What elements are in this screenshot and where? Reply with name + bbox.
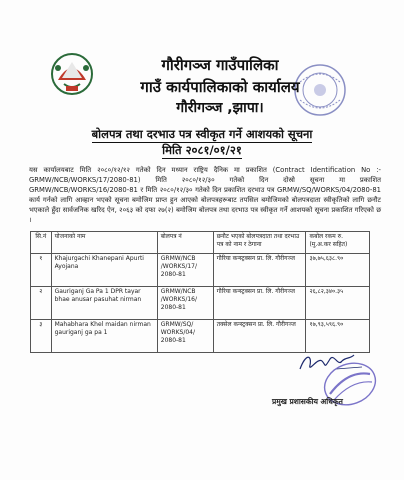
notice-title: बोलपत्र तथा दरभाउ पत्र स्वीकृत गर्ने आशयको सूचना — [91, 127, 313, 141]
signer-title: प्रमुख प्रशासकीय अधिकृत — [272, 397, 343, 406]
col-project: योजनाको नाम — [51, 232, 157, 254]
table-row: १ Khajurgachi Khanepani Apurti Ayojana GRMW/NCB /WORKS/17/ 2080-81 गौरिया कन्स्ट्रक्सन प्रा. लि. गौरीगञ्ज ३७,७५,६३८.९० — [31, 254, 370, 287]
office-address: गौरीगञ्ज ,झापा। — [176, 100, 264, 116]
notice-body: यस कार्यालयबाट मिति २०८०/१२/१२ गतेको दिन मध्यान राष्ट्रिय दैनिक मा प्रकाशित (Contract Identification No :- GRMW/NCB/WORKS/17/2080-81) मिति २०८०/१२/३० गतेको दिन दोस्रो सूचना मा प्रकाशित GRMW/NCB/WORKS/16/2080-81 र मिति २०८०/१२/३० गतेको दिन प्रकाशित दरभाउ पत्र GRMW/SQ/WORKS/04/2080-81 कार्य गर्नको लागि आव्हान भएको सूचना बमोजिम प्राप्त हुन आएको बोलपत्रहरूबाट तपसिल बमोजिमको बोलपत्रदाता स्वीकृतिको लागि छनौट भएकाले हुँदा सार्वजनिक खरिद ऐन, २०६३ को दफा २७(२) बमोजिम बोलपत्र तथा दरभाउ पत्र स्वीकृत गर्ने आशयको सूचना प्रकाशित गरिएको छ । — [29, 166, 381, 224]
table-row: ३ Mahabhara Khel maidan nirman gauriganj ga pa 1 GRMW/SQ/ WORKS/04/ 2080-81 तक्सेल कन्स्ट्रक्सन प्रा. लि. गौरीगञ्ज १७,९३,५९६.९० — [31, 320, 370, 353]
office-name: गौरीगञ्ज गाउँपालिका — [161, 56, 279, 74]
office-type: गाउँ कार्यपालिकाको कार्यालय — [140, 78, 300, 96]
bid-table — [30, 231, 370, 353]
col-amount: कबोल रकम रु. (मु.अ.कर सहित) — [306, 232, 370, 254]
notice-date: मिति २०८१/०१/२१ — [162, 143, 242, 157]
col-sn: सि.नं — [31, 232, 52, 254]
table-row: २ Gauriganj Ga Pa 1 DPR tayar bhae anusar pasuhat nirman GRMW/NCB /WORKS/16/ 2080-81 गौरिया कन्स्ट्रक्सन प्रा. लि. गौरीगञ्ज २६,८२,३४०.३५ — [31, 287, 370, 320]
table-header-row — [31, 232, 370, 254]
col-bidder: छनौट भएको बोलपत्रदाता तथा दरभाउ पत्र को नाम र ठेगाना — [213, 232, 306, 254]
col-bid-no: बोलपत्र नं — [157, 232, 213, 254]
